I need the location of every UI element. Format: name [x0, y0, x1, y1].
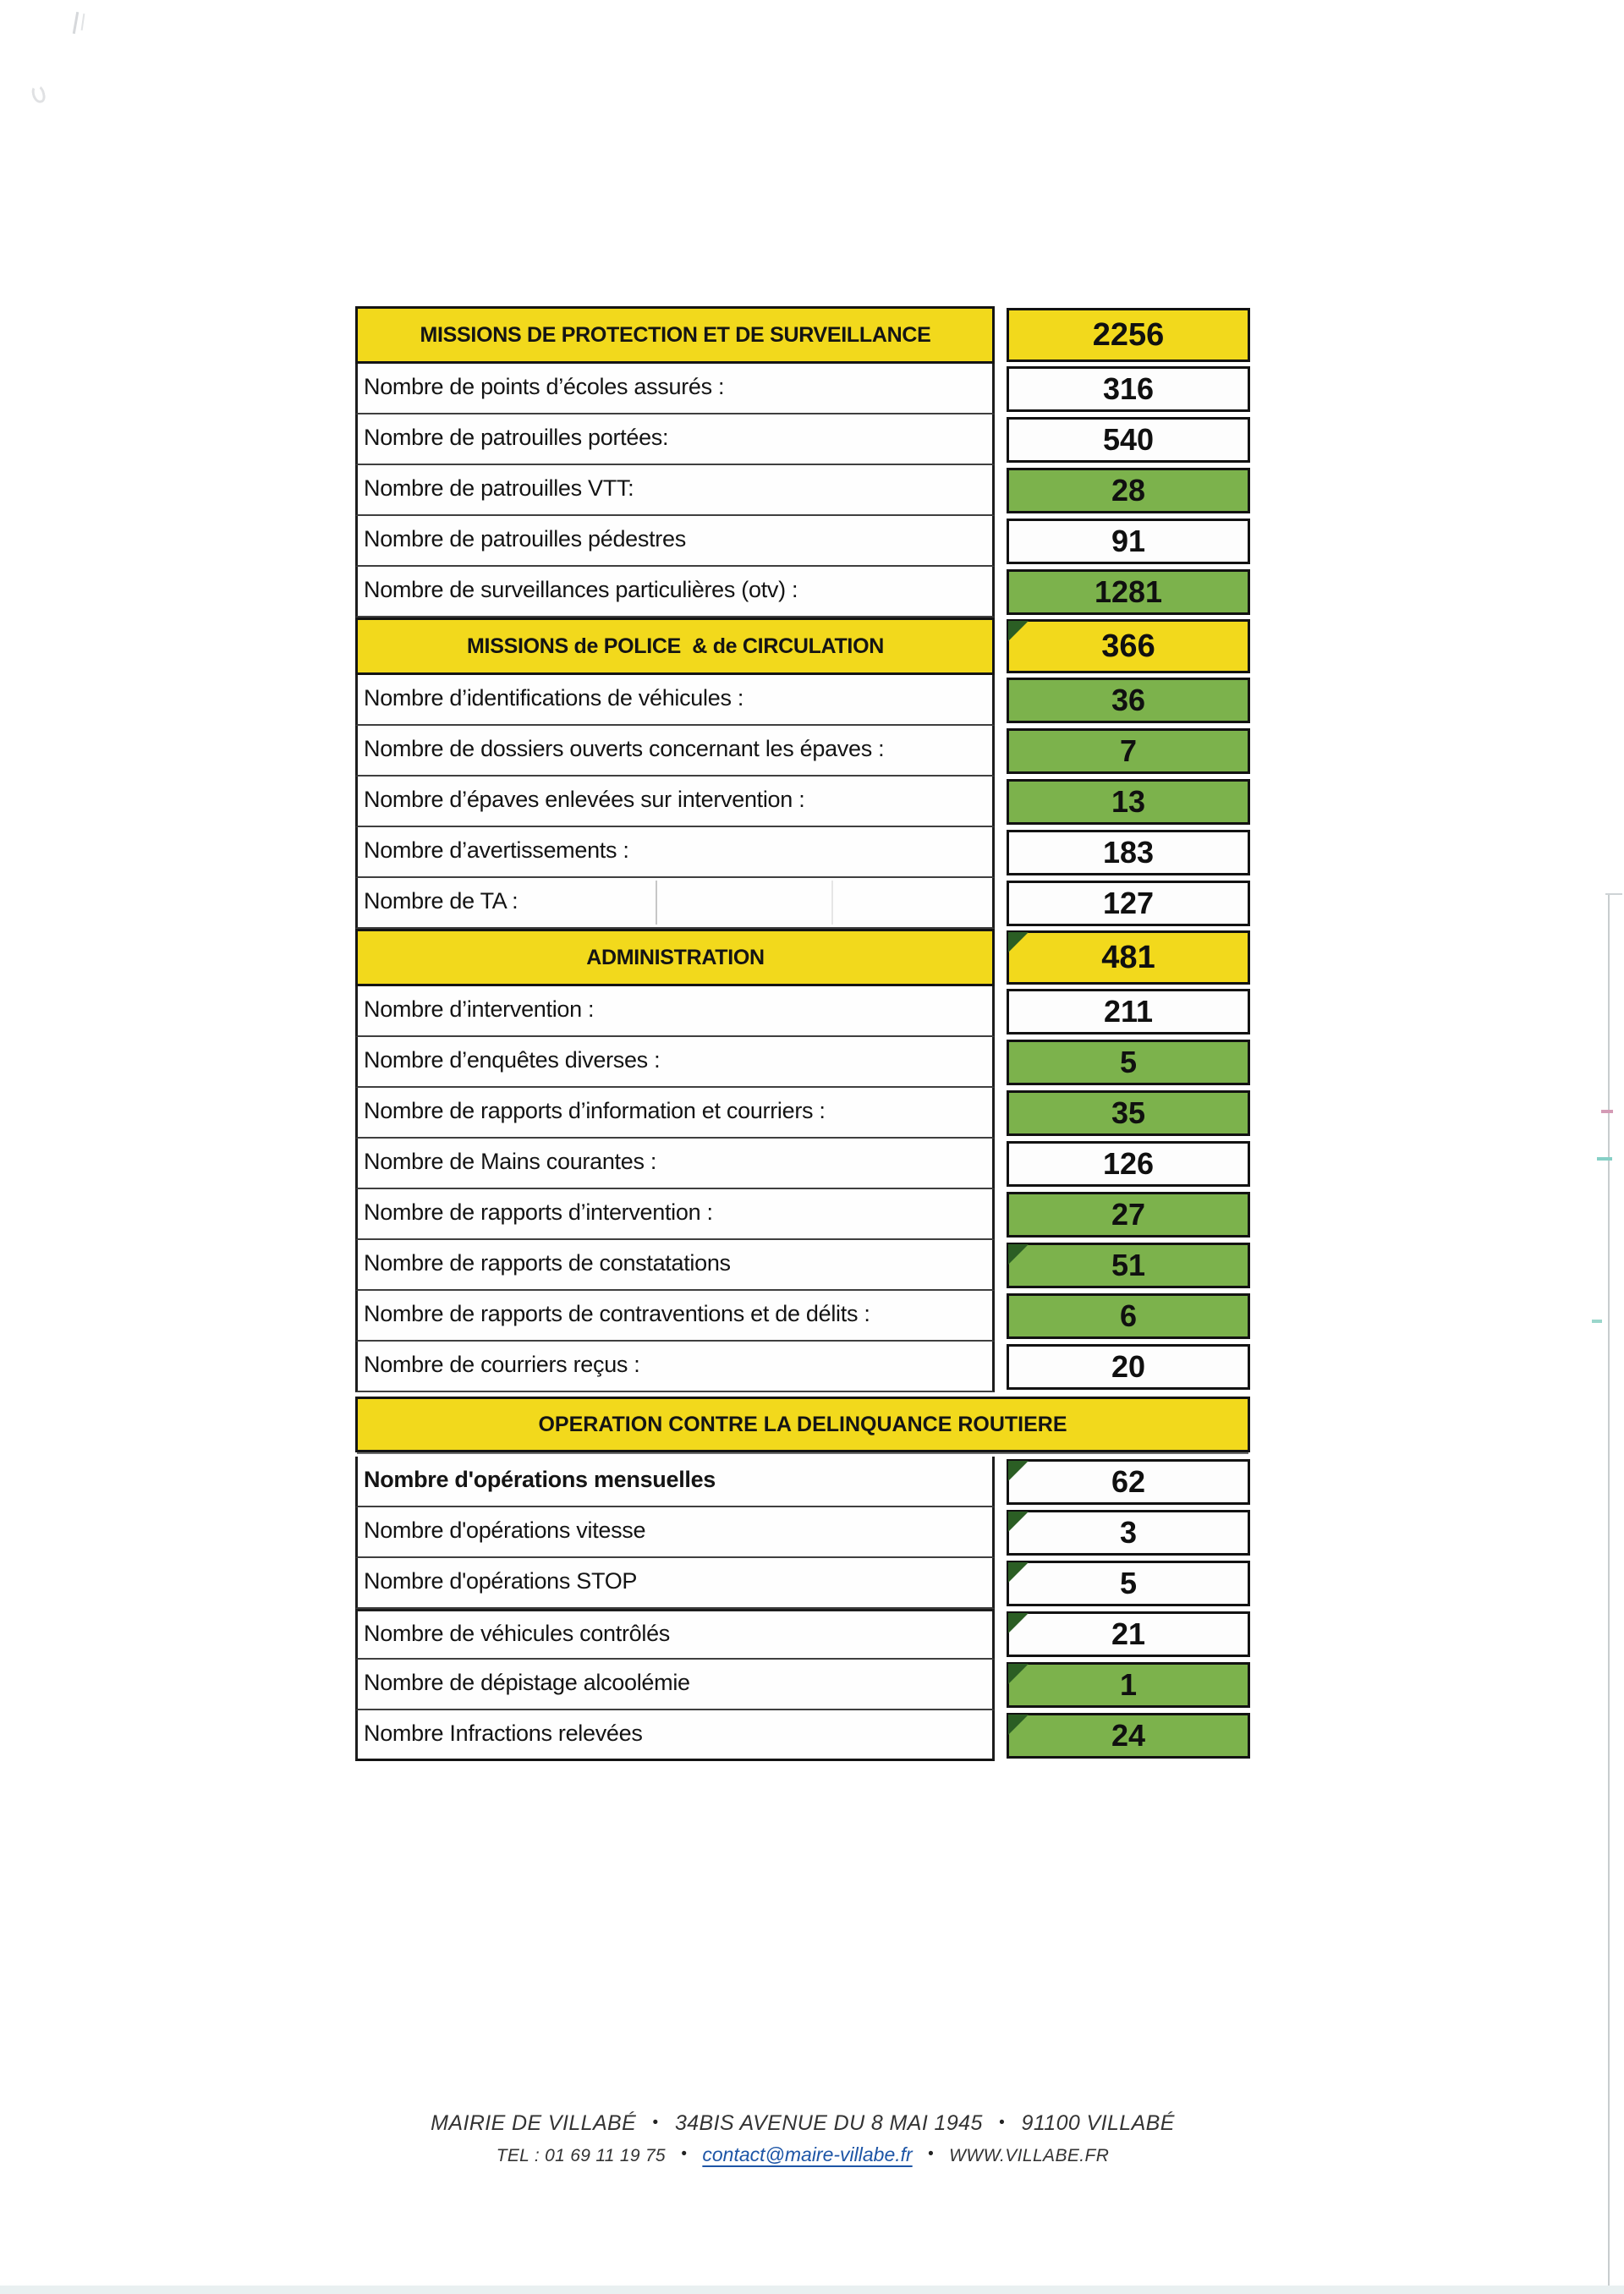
row-label-column: [355, 1037, 995, 1088]
row-value-column: [1007, 827, 1250, 878]
scan-page-edge-line: [1608, 893, 1610, 2294]
table-row: [355, 777, 1250, 827]
table-row: [355, 1189, 1250, 1240]
row-label: Nombre d’avertissements :: [355, 827, 995, 878]
table-row: [355, 1139, 1250, 1189]
table-row: [355, 1342, 1250, 1392]
table-row: [355, 675, 1250, 726]
row-label: Nombre de véhicules contrôlés: [355, 1609, 995, 1660]
column-gutter: [995, 1342, 1007, 1392]
footer: [0, 2111, 1605, 2166]
row-label: Nombre de rapports de constatations: [355, 1240, 995, 1291]
column-gutter: [995, 364, 1007, 414]
row-value: 540: [1007, 417, 1250, 463]
column-gutter: [995, 306, 1007, 364]
row-value: 91: [1007, 519, 1250, 564]
row-value-column: [1007, 1558, 1250, 1609]
column-gutter: [995, 1240, 1007, 1291]
row-label: Nombre d’identifications de véhicules :: [355, 675, 995, 726]
footer-organization: MAIRIE DE VILLABÉ: [431, 2111, 637, 2135]
table-row: [355, 1660, 1250, 1710]
scan-speck: [1601, 1110, 1613, 1113]
comment-corner-icon: [1008, 1613, 1029, 1633]
column-gutter: [995, 675, 1007, 726]
table-row: [355, 567, 1250, 617]
table-row: [355, 1037, 1250, 1088]
table-row: [355, 726, 1250, 777]
row-label-column: [355, 364, 995, 414]
row-value: 183: [1007, 830, 1250, 875]
row-value: 6: [1007, 1293, 1250, 1339]
row-label-column: [355, 414, 995, 465]
row-label-column: [355, 726, 995, 777]
column-gutter: [995, 1088, 1007, 1139]
row-value: 62: [1007, 1459, 1250, 1505]
row-value-column: [1007, 465, 1250, 516]
row-value: 35: [1007, 1090, 1250, 1136]
row-label: Nombre de rapports d’information et courriers :: [355, 1088, 995, 1139]
column-gutter: [995, 1139, 1007, 1189]
table-row: [355, 465, 1250, 516]
row-value-column: [1007, 1507, 1250, 1558]
row-label-column: [355, 1240, 995, 1291]
section-header-row: [355, 306, 1250, 364]
column-gutter: [995, 1558, 1007, 1609]
bullet-icon: •: [999, 2114, 1006, 2132]
footer-line-2: [0, 2143, 1605, 2166]
row-label: Nombre de courriers reçus :: [355, 1342, 995, 1392]
row-label-column: [355, 777, 995, 827]
row-value-column: [1007, 675, 1250, 726]
comment-corner-icon: [1008, 1461, 1029, 1481]
table-row: [355, 1088, 1250, 1139]
row-value-column: [1007, 516, 1250, 567]
section-header: OPERATION CONTRE LA DELINQUANCE ROUTIERE: [355, 1397, 1250, 1452]
row-value: 5: [1007, 1561, 1250, 1606]
bullet-icon: •: [928, 2145, 934, 2163]
section-header-label-column: [355, 617, 995, 675]
table-row: [355, 1240, 1250, 1291]
row-label-column: [355, 1189, 995, 1240]
table-row: [355, 1507, 1250, 1558]
footer-address: 34BIS AVENUE DU 8 MAI 1945: [674, 2111, 983, 2135]
comment-corner-icon: [1008, 621, 1029, 641]
row-label: Nombre de dossiers ouverts concernant les épaves :: [355, 726, 995, 777]
scan-speck: [1592, 1320, 1602, 1323]
section-header: MISSIONS DE PROTECTION ET DE SURVEILLANCE: [355, 306, 995, 364]
row-label: Nombre de points d’écoles assurés :: [355, 364, 995, 414]
comment-corner-icon: [1008, 1715, 1029, 1735]
row-label: Nombre d'opérations vitesse: [355, 1507, 995, 1558]
comment-corner-icon: [1008, 1512, 1029, 1532]
section-header-row: [355, 617, 1250, 675]
row-value-column: [1007, 1189, 1250, 1240]
footer-phone: TEL : 01 69 11 19 75: [496, 2146, 666, 2165]
scan-smudge: [30, 84, 47, 105]
table-row: [355, 1609, 1250, 1660]
row-value: 13: [1007, 779, 1250, 825]
row-label-column: [355, 1342, 995, 1392]
row-label: Nombre d'opérations mensuelles: [355, 1457, 995, 1507]
row-value-column: [1007, 878, 1250, 929]
row-label-column: [355, 516, 995, 567]
row-value-column: [1007, 1609, 1250, 1660]
scan-smudge: [73, 12, 79, 34]
column-gutter: [995, 878, 1007, 929]
column-gutter: [995, 1609, 1007, 1660]
section-total-value: 481: [1007, 930, 1250, 985]
row-value: 20: [1007, 1344, 1250, 1390]
section-header-label-column: [355, 929, 995, 986]
column-gutter: [995, 617, 1007, 675]
section-header-row: [355, 1392, 1250, 1457]
table-row: [355, 986, 1250, 1037]
footer-city: 91100 VILLABÉ: [1021, 2111, 1175, 2135]
comment-corner-icon: [1008, 1562, 1029, 1583]
column-gutter: [995, 777, 1007, 827]
row-value-column: [1007, 364, 1250, 414]
row-label: Nombre de patrouilles pédestres: [355, 516, 995, 567]
row-value: 126: [1007, 1141, 1250, 1187]
row-value-column: [1007, 777, 1250, 827]
row-value: 1281: [1007, 569, 1250, 615]
footer-email-link[interactable]: contact@maire-villabe.fr: [702, 2143, 913, 2165]
column-gutter: [995, 414, 1007, 465]
column-gutter: [995, 929, 1007, 986]
row-label: Nombre de TA :: [355, 878, 995, 929]
comment-corner-icon: [1008, 1244, 1029, 1265]
row-label: Nombre d’enquêtes diverses :: [355, 1037, 995, 1088]
column-gutter: [995, 827, 1007, 878]
section-header-value-column: [1007, 617, 1250, 675]
scan-page-edge-tick: [1605, 893, 1622, 895]
row-label: Nombre de rapports d’intervention :: [355, 1189, 995, 1240]
row-value: 3: [1007, 1510, 1250, 1556]
row-label: Nombre de patrouilles portées:: [355, 414, 995, 465]
row-label-column: [355, 1558, 995, 1609]
row-value: 316: [1007, 366, 1250, 412]
row-label: Nombre de Mains courantes :: [355, 1139, 995, 1189]
bullet-icon: •: [681, 2145, 687, 2163]
row-label: Nombre d'opérations STOP: [355, 1558, 995, 1609]
column-gutter: [995, 465, 1007, 516]
row-value-column: [1007, 1291, 1250, 1342]
table-row: [355, 1291, 1250, 1342]
footer-website: WWW.VILLABE.FR: [949, 2146, 1110, 2165]
section-header: MISSIONS de POLICE & de CIRCULATION: [355, 617, 995, 675]
row-label: Nombre de surveillances particulières (otv) :: [355, 567, 995, 617]
section-header-label-column: [355, 306, 995, 364]
table-row: [355, 414, 1250, 465]
column-gutter: [995, 1037, 1007, 1088]
column-gutter: [995, 1189, 1007, 1240]
row-label-column: [355, 465, 995, 516]
row-label-column: [355, 878, 995, 929]
column-gutter: [995, 1710, 1007, 1761]
table-row: [355, 878, 1250, 929]
table-row: [355, 827, 1250, 878]
column-gutter: [995, 1660, 1007, 1710]
column-gutter: [995, 1457, 1007, 1507]
row-value-column: [1007, 567, 1250, 617]
table-row: [355, 516, 1250, 567]
comment-corner-icon: [1008, 932, 1029, 952]
scan-speck: [1597, 1157, 1612, 1161]
table-row: [355, 1558, 1250, 1609]
row-value: 24: [1007, 1713, 1250, 1759]
column-gutter: [995, 726, 1007, 777]
row-label-column: [355, 1609, 995, 1660]
section-total-value: 2256: [1007, 308, 1250, 362]
row-value: 27: [1007, 1192, 1250, 1238]
row-value-column: [1007, 726, 1250, 777]
row-value: 28: [1007, 468, 1250, 513]
row-label: Nombre de patrouilles VTT:: [355, 465, 995, 516]
row-value: 21: [1007, 1611, 1250, 1657]
row-label-column: [355, 1088, 995, 1139]
stats-table: [355, 306, 1250, 1761]
row-label-column: [355, 1710, 995, 1761]
row-value: 5: [1007, 1040, 1250, 1085]
column-gutter: [995, 516, 1007, 567]
comment-corner-icon: [1008, 1664, 1029, 1684]
table-row: [355, 1457, 1250, 1507]
row-label-column: [355, 1139, 995, 1189]
section-header: ADMINISTRATION: [355, 929, 995, 986]
row-value-column: [1007, 1139, 1250, 1189]
table-row: [355, 1710, 1250, 1761]
column-gutter: [995, 1291, 1007, 1342]
row-label: Nombre d’épaves enlevées sur intervention :: [355, 777, 995, 827]
row-value-column: [1007, 986, 1250, 1037]
column-gutter: [995, 567, 1007, 617]
row-value-column: [1007, 1037, 1250, 1088]
section-header-value-column: [1007, 306, 1250, 364]
column-gutter: [995, 986, 1007, 1037]
row-value: 7: [1007, 728, 1250, 774]
row-value-column: [1007, 1240, 1250, 1291]
row-label-column: [355, 827, 995, 878]
row-value: 211: [1007, 989, 1250, 1034]
row-label: Nombre de dépistage alcoolémie: [355, 1660, 995, 1710]
row-label: Nombre de rapports de contraventions et de délits :: [355, 1291, 995, 1342]
row-label-column: [355, 1457, 995, 1507]
row-label: Nombre d’intervention :: [355, 986, 995, 1037]
row-value: 36: [1007, 678, 1250, 723]
table-row: [355, 364, 1250, 414]
row-label-column: [355, 675, 995, 726]
row-value-column: [1007, 1457, 1250, 1507]
footer-line-1: [0, 2111, 1605, 2136]
row-value-column: [1007, 1710, 1250, 1761]
row-label-column: [355, 1291, 995, 1342]
row-value-column: [1007, 1660, 1250, 1710]
section-total-value: 366: [1007, 619, 1250, 673]
row-value: 1: [1007, 1662, 1250, 1708]
row-value: 51: [1007, 1243, 1250, 1288]
row-value-column: [1007, 414, 1250, 465]
bullet-icon: •: [652, 2114, 659, 2132]
row-label: Nombre Infractions relevées: [355, 1710, 995, 1761]
column-gutter: [995, 1507, 1007, 1558]
row-label-column: [355, 1660, 995, 1710]
row-label-column: [355, 567, 995, 617]
scan-smudge: [81, 14, 85, 30]
scan-bottom-edge: [0, 2286, 1624, 2294]
section-header-value-column: [1007, 929, 1250, 986]
section-header-row: [355, 929, 1250, 986]
row-value-column: [1007, 1088, 1250, 1139]
row-value-column: [1007, 1342, 1250, 1392]
row-label-column: [355, 1507, 995, 1558]
row-value: 127: [1007, 881, 1250, 926]
row-label-column: [355, 986, 995, 1037]
